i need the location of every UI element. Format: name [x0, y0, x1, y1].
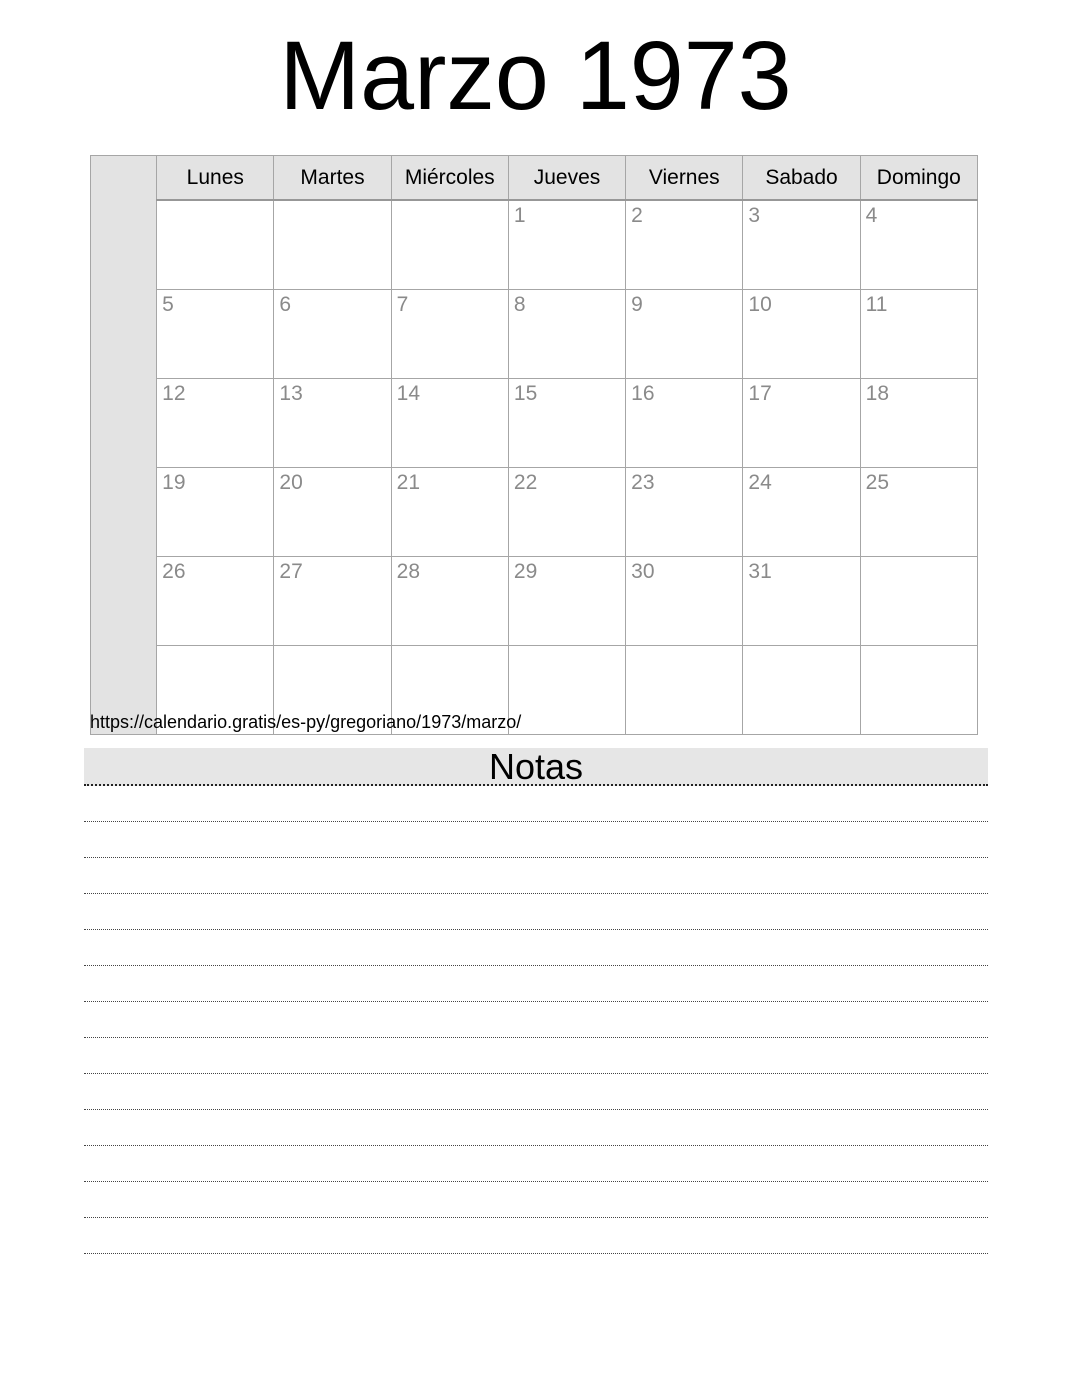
week-gutter-column [91, 156, 157, 735]
day-cell: 14 [391, 379, 508, 468]
day-cell: 26 [157, 557, 274, 646]
day-cell: 8 [508, 290, 625, 379]
day-cell: 29 [508, 557, 625, 646]
day-cell [157, 200, 274, 290]
day-cell: 24 [743, 468, 860, 557]
note-line [84, 786, 988, 822]
calendar-table [90, 155, 978, 735]
note-line [84, 930, 988, 966]
note-line [84, 822, 988, 858]
day-cell [626, 646, 743, 735]
day-cell [274, 200, 391, 290]
day-cell: 31 [743, 557, 860, 646]
day-cell: 6 [274, 290, 391, 379]
day-cell: 12 [157, 379, 274, 468]
note-line [84, 1110, 988, 1146]
weekday-header-miercoles: Miércoles [391, 156, 508, 201]
note-line [84, 1038, 988, 1074]
page-title: Marzo 1973 [279, 21, 792, 130]
day-cell: 15 [508, 379, 625, 468]
day-cell: 20 [274, 468, 391, 557]
week-row-5 [91, 557, 978, 646]
day-cell: 25 [860, 468, 977, 557]
day-cell: 5 [157, 290, 274, 379]
day-cell: 17 [743, 379, 860, 468]
week-row-4 [91, 468, 978, 557]
day-cell: 7 [391, 290, 508, 379]
note-line [84, 966, 988, 1002]
day-cell: 16 [626, 379, 743, 468]
note-line [84, 894, 988, 930]
week-row-1 [91, 200, 978, 290]
weekday-header-lunes: Lunes [157, 156, 274, 201]
day-cell: 30 [626, 557, 743, 646]
weekday-header-domingo: Domingo [860, 156, 977, 201]
day-cell: 3 [743, 200, 860, 290]
note-line [84, 1074, 988, 1110]
note-line [84, 1002, 988, 1038]
note-line [84, 1146, 988, 1182]
note-line [84, 1182, 988, 1218]
notes-title: Notas [84, 748, 988, 786]
note-line [84, 858, 988, 894]
day-cell: 18 [860, 379, 977, 468]
day-cell [860, 557, 977, 646]
source-url: https://calendario.gratis/es-py/gregoriano/1973/marzo/ [90, 712, 522, 732]
weekday-header-sabado: Sabado [743, 156, 860, 201]
day-cell: 27 [274, 557, 391, 646]
weekday-header-martes: Martes [274, 156, 391, 201]
notes-section [84, 748, 988, 1254]
day-cell: 10 [743, 290, 860, 379]
day-cell: 11 [860, 290, 977, 379]
day-cell [508, 646, 625, 735]
weekday-header-row [91, 156, 978, 201]
day-cell [860, 646, 977, 735]
weekday-header-jueves: Jueves [508, 156, 625, 201]
day-cell: 9 [626, 290, 743, 379]
day-cell: 2 [626, 200, 743, 290]
day-cell: 1 [508, 200, 625, 290]
day-cell: 22 [508, 468, 625, 557]
day-cell [743, 646, 860, 735]
week-row-2 [91, 290, 978, 379]
week-row-3 [91, 379, 978, 468]
weekday-header-viernes: Viernes [626, 156, 743, 201]
day-cell: 13 [274, 379, 391, 468]
day-cell: 23 [626, 468, 743, 557]
day-cell: 19 [157, 468, 274, 557]
day-cell: 4 [860, 200, 977, 290]
day-cell: 21 [391, 468, 508, 557]
day-cell: 28 [391, 557, 508, 646]
day-cell [391, 200, 508, 290]
note-line [84, 1218, 988, 1254]
